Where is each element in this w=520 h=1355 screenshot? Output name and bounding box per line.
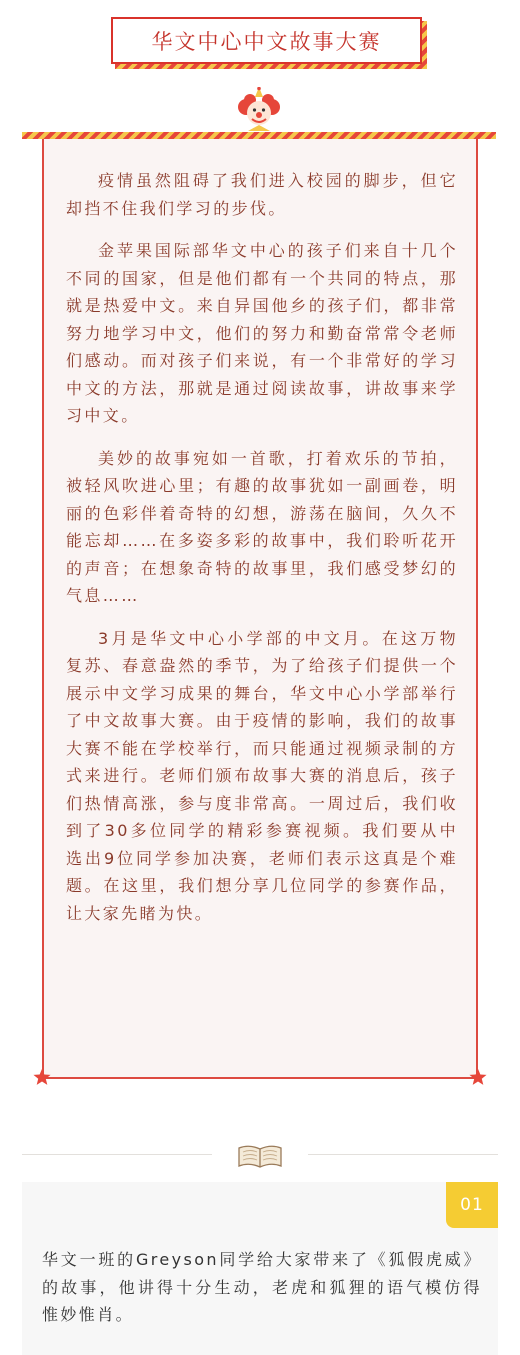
section-number: 01 bbox=[460, 1195, 484, 1215]
section-description: 华文一班的Greyson同学给大家带来了《狐假虎威》的故事，他讲得十分生动，老虎和狐狸的语气模仿得惟妙惟肖。 bbox=[42, 1250, 482, 1324]
star-icon bbox=[33, 1068, 51, 1086]
section-divider bbox=[22, 1140, 498, 1170]
intro-card bbox=[42, 139, 478, 1079]
clown-icon bbox=[238, 87, 280, 133]
story-section-01 bbox=[22, 1182, 498, 1355]
intro-paragraph-2: 金苹果国际部华文中心的孩子们来自十几个不同的国家，但是他们都有一个共同的特点，那就是热爱中文。来自异国他乡的孩子们，都非常努力地学习中文，他们的努力和勤奋常常令老师们感动。而对孩子们来说，有一个非常好的学习中文的方法，那就是通过阅读故事，讲故事来学习中文。 bbox=[66, 241, 458, 425]
section-number-badge bbox=[446, 1182, 498, 1228]
intro-paragraph-1: 疫情虽然阻碍了我们进入校园的脚步，但它却挡不住我们学习的步伐。 bbox=[66, 171, 458, 218]
divider-line-right bbox=[308, 1154, 498, 1155]
book-icon bbox=[235, 1140, 285, 1170]
title-box bbox=[111, 17, 422, 64]
page-title: 华文中心中文故事大赛 bbox=[151, 29, 382, 54]
intro-text bbox=[66, 167, 458, 942]
intro-paragraph-4: 3月是华文中心小学部的中文月。在这万物复苏、春意盎然的季节，为了给孩子们提供一个展示中文学习成果的舞台，华文中心小学部举行了中文故事大赛。由于疫情的影响，我们的故事大赛不能在学校举行，而只能通过视频录制的方式来进行。老师们颁布故事大赛的消息后，孩子们热情高涨，参与度非常高。一周过后，我们收到了30多位同学的精彩参赛视频。我们要从中选出9位同学参加决赛，老师们表示这真是个难题。在这里，我们想分享几位同学的参赛作品，让大家先睹为快。 bbox=[66, 628, 458, 923]
title-banner bbox=[111, 17, 427, 69]
intro-paragraph-3: 美妙的故事宛如一首歌，打着欢乐的节拍，被轻风吹进心里；有趣的故事犹如一副画卷，明丽的色彩伴着奇特的幻想，游荡在脑间，久久不能忘却……在多姿多彩的故事中，我们聆听花开的声音；在想象奇特的故事里，我们感受梦幻的气息…… bbox=[66, 448, 458, 605]
star-icon bbox=[469, 1068, 487, 1086]
card-top-stripe bbox=[22, 132, 496, 139]
divider-line-left bbox=[22, 1154, 212, 1155]
